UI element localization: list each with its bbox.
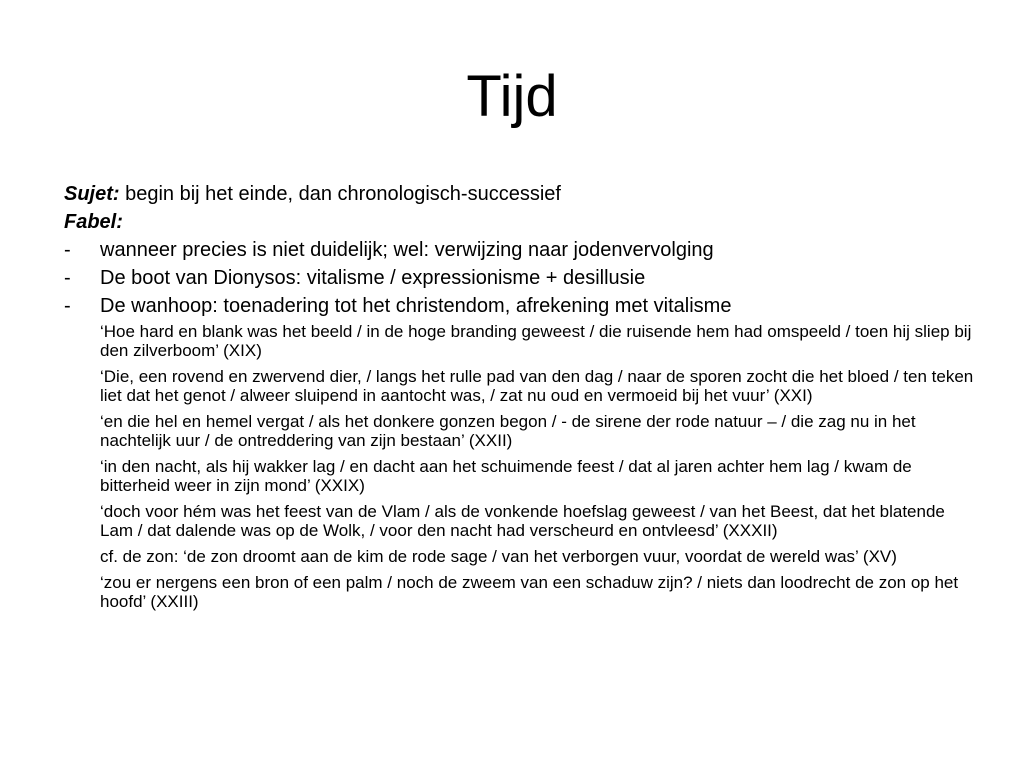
sujet-line bbox=[64, 180, 974, 208]
fabel-label: Fabel: bbox=[64, 211, 123, 233]
bullet-text: wanneer precies is niet duidelijk; wel: verwijzing naar jodenvervolging bbox=[100, 239, 714, 261]
slide-body bbox=[64, 180, 974, 618]
quote-item: ‘zou er nergens een bron of een palm / noch de zweem van een schaduw zijn? / niets dan loodrecht de zon op het hoofd’ (XXIII) bbox=[100, 573, 959, 611]
sujet-text: begin bij het einde, dan chronologisch-successief bbox=[119, 183, 561, 205]
quote-item: ‘Hoe hard en blank was het beeld / in de hoge branding geweest / die ruisende hem had omspeeld / toen hij sliep bij den zilverboom’ (XIX) bbox=[100, 322, 972, 360]
bullet-text: De wanhoop: toenadering tot het christendom, afrekening met vitalisme bbox=[100, 295, 732, 317]
fabel-line bbox=[64, 208, 974, 236]
bullet-marker: - bbox=[64, 267, 71, 289]
slide-title: Tijd bbox=[466, 64, 558, 129]
sujet-label: Sujet: bbox=[64, 183, 120, 205]
quote-item: ‘doch voor hém was het feest van de Vlam / als de vonkende hoefslag geweest / van het Beest, dat het blatende Lam / dat dalende was op de Wolk, / voor den nacht had verscheurd en ontvleesd’ (XXXII) bbox=[100, 502, 945, 540]
quote-item: ‘Die, een rovend en zwervend dier, / langs het rulle pad van den dag / naar de sporen zocht die het bloed / ten teken liet dat het genot / alweer sluipend in aantocht was, / zat nu oud en vermoeid bij het vuur’ (XXI) bbox=[100, 367, 974, 405]
quote-item: ‘en die hel en hemel vergat / als het donkere gonzen begon / - de sirene der rode natuur – / die zag nu in het nachtelijk uur / de ontreddering van zijn bestaan’ (XXII) bbox=[100, 412, 916, 450]
quote-item: ‘in den nacht, als hij wakker lag / en dacht aan het schuimende feest / dat al jaren achter hem lag / kwam de bitterheid weer in zijn mond’ (XXIX) bbox=[100, 457, 912, 495]
bullet-marker: - bbox=[64, 239, 71, 261]
quote-list bbox=[64, 322, 974, 611]
bullet-item bbox=[64, 264, 974, 292]
bullet-item bbox=[64, 236, 974, 264]
bullet-item bbox=[64, 292, 974, 320]
quote-item: cf. de zon: ‘de zon droomt aan de kim de rode sage / van het verborgen vuur, voordat de wereld was’ (XV) bbox=[100, 547, 897, 566]
bullet-marker: - bbox=[64, 295, 71, 317]
bullet-text: De boot van Dionysos: vitalisme / expressionisme + desillusie bbox=[100, 267, 646, 289]
